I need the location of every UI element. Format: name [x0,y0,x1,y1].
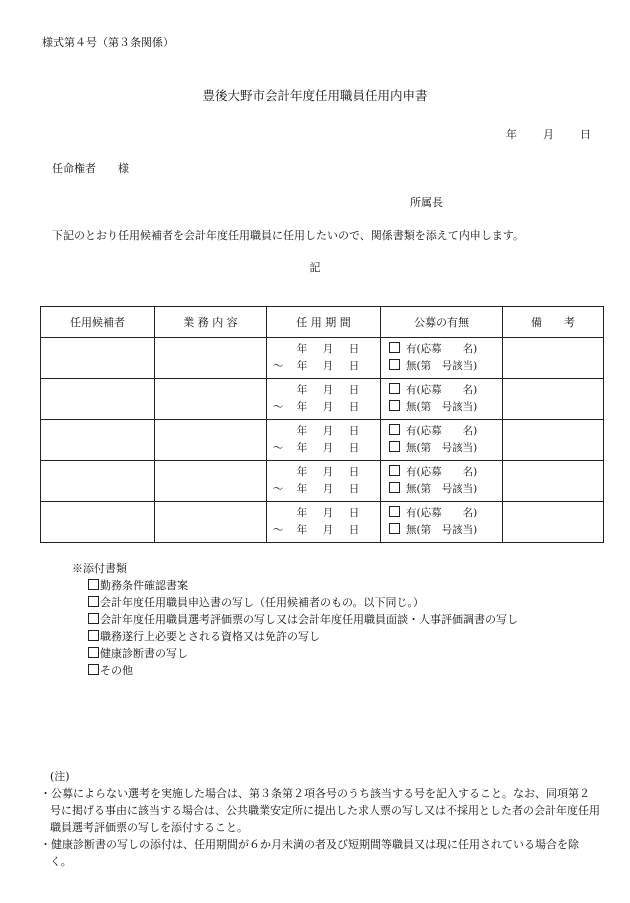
duties-cell[interactable] [155,338,267,379]
attachment-checkbox[interactable] [88,596,99,607]
remarks-cell[interactable] [503,502,604,543]
duties-cell[interactable] [155,420,267,461]
recruit-yes-label: 有(応募 名) [406,343,478,355]
candidate-cell[interactable] [41,338,155,379]
addressee [52,160,129,176]
recruit-no-label: 無(第 号該当) [406,401,478,413]
ki-heading: 記 [309,261,321,274]
affiliation-label: 所属長 [410,196,443,209]
recruit-no-label: 無(第 号該当) [406,442,478,454]
remarks-cell[interactable] [503,379,604,420]
attachment-item: 健康診断書の写し [88,645,518,662]
candidate-cell[interactable] [41,461,155,502]
header-candidate: 任用候補者 [41,307,155,338]
recruit-no-checkbox[interactable] [389,523,400,534]
recruitment-cell [381,420,503,461]
table-row [41,379,604,420]
remarks-cell[interactable] [503,461,604,502]
recruit-yes-label: 有(応募 名) [406,507,478,519]
table-row [41,461,604,502]
recruit-no-checkbox[interactable] [389,359,400,370]
attachments-heading: ※添付書類 [72,562,127,575]
header-recruitment: 公募の有無 [381,307,503,338]
recruit-yes-label: 有(応募 名) [406,466,478,478]
recruit-yes-checkbox[interactable] [389,465,400,476]
recruit-yes-checkbox[interactable] [389,383,400,394]
attachment-checkbox[interactable] [88,613,99,624]
recruitment-cell [381,379,503,420]
recruit-no-checkbox[interactable] [389,400,400,411]
header-duties: 業 務 内 容 [155,307,267,338]
recruit-no-checkbox[interactable] [389,482,400,493]
recruit-yes-checkbox[interactable] [389,506,400,517]
header-period: 任 用 期 間 [267,307,381,338]
recruitment-cell [381,461,503,502]
recruit-no-checkbox[interactable] [389,441,400,452]
table-row [41,338,604,379]
recruit-yes-checkbox[interactable] [389,424,400,435]
attachment-checkbox[interactable] [88,647,99,658]
remarks-cell[interactable] [503,420,604,461]
remarks-cell[interactable] [503,338,604,379]
document-title: 豊後大野市会計年度任用職員任用内申書 [202,88,428,103]
note-item: ・健康診断書の写しの添付は、任用期間が６か月未満の者及び短期間等職員又は現に任用されている場合を除く。 [40,838,579,868]
attachment-checkbox[interactable] [88,664,99,675]
period-cell[interactable]: 年 月 日 ～ 年 月 日 [267,379,381,420]
candidate-cell[interactable] [41,502,155,543]
table-header-row [41,307,604,338]
form-number: 様式第４号（第３条関係） [42,36,174,49]
intro-text: 下記のとおり任用候補者を会計年度任用職員に任用したいので、関係書類を添えて内申します。 [52,229,524,242]
recruit-yes-checkbox[interactable] [389,342,400,353]
attachment-item: 職務遂行上必要とされる資格又は免許の写し [88,628,518,645]
table-row [41,502,604,543]
attachment-item: 勤務条件確認書案 [88,577,518,594]
candidate-cell[interactable] [41,420,155,461]
date-line [506,126,591,142]
candidate-cell[interactable] [41,379,155,420]
period-cell[interactable]: 年 月 日 ～ 年 月 日 [267,338,381,379]
notes-heading: (注) [50,770,70,783]
attachment-item: 会計年度任用職員選考評価票の写し又は会計年度任用職員面談・人事評価調書の写し [88,611,518,628]
recruit-yes-label: 有(応募 名) [406,384,478,396]
candidates-table [40,306,604,543]
recruit-no-label: 無(第 号該当) [406,483,478,495]
recruitment-cell [381,502,503,543]
table-row [41,420,604,461]
addressee-honorific: 様 [118,162,129,175]
recruit-yes-label: 有(応募 名) [406,425,478,437]
period-cell[interactable]: 年 月 日 ～ 年 月 日 [267,461,381,502]
note-item: ・公募によらない選考を実施した場合は、第３条第２項各号のうち該当する号を記入すること。なお、同項第２号に掲げる事由に該当する場合は、公共職業安定所に提出した求人票の写し又は不採用とした者の会計年度任用職員選考評価票の写しを添付すること。 [40,787,600,834]
attachments-list [72,560,518,679]
header-remarks: 備 考 [503,307,604,338]
attachment-item: 会計年度任用職員申込書の写し（任用候補者のもの。以下同じ。） [88,594,518,611]
addressee-role: 任命権者 [52,162,96,175]
attachment-checkbox[interactable] [88,630,99,641]
duties-cell[interactable] [155,461,267,502]
date-month: 月 [543,128,554,141]
date-day: 日 [580,128,591,141]
attachment-item: その他 [88,662,518,679]
recruitment-cell [381,338,503,379]
date-year: 年 [506,128,517,141]
duties-cell[interactable] [155,379,267,420]
attachment-checkbox[interactable] [88,579,99,590]
recruit-no-label: 無(第 号該当) [406,360,478,372]
period-cell[interactable]: 年 月 日 ～ 年 月 日 [267,502,381,543]
notes-section [40,768,600,870]
duties-cell[interactable] [155,502,267,543]
recruit-no-label: 無(第 号該当) [406,524,478,536]
period-cell[interactable]: 年 月 日 ～ 年 月 日 [267,420,381,461]
